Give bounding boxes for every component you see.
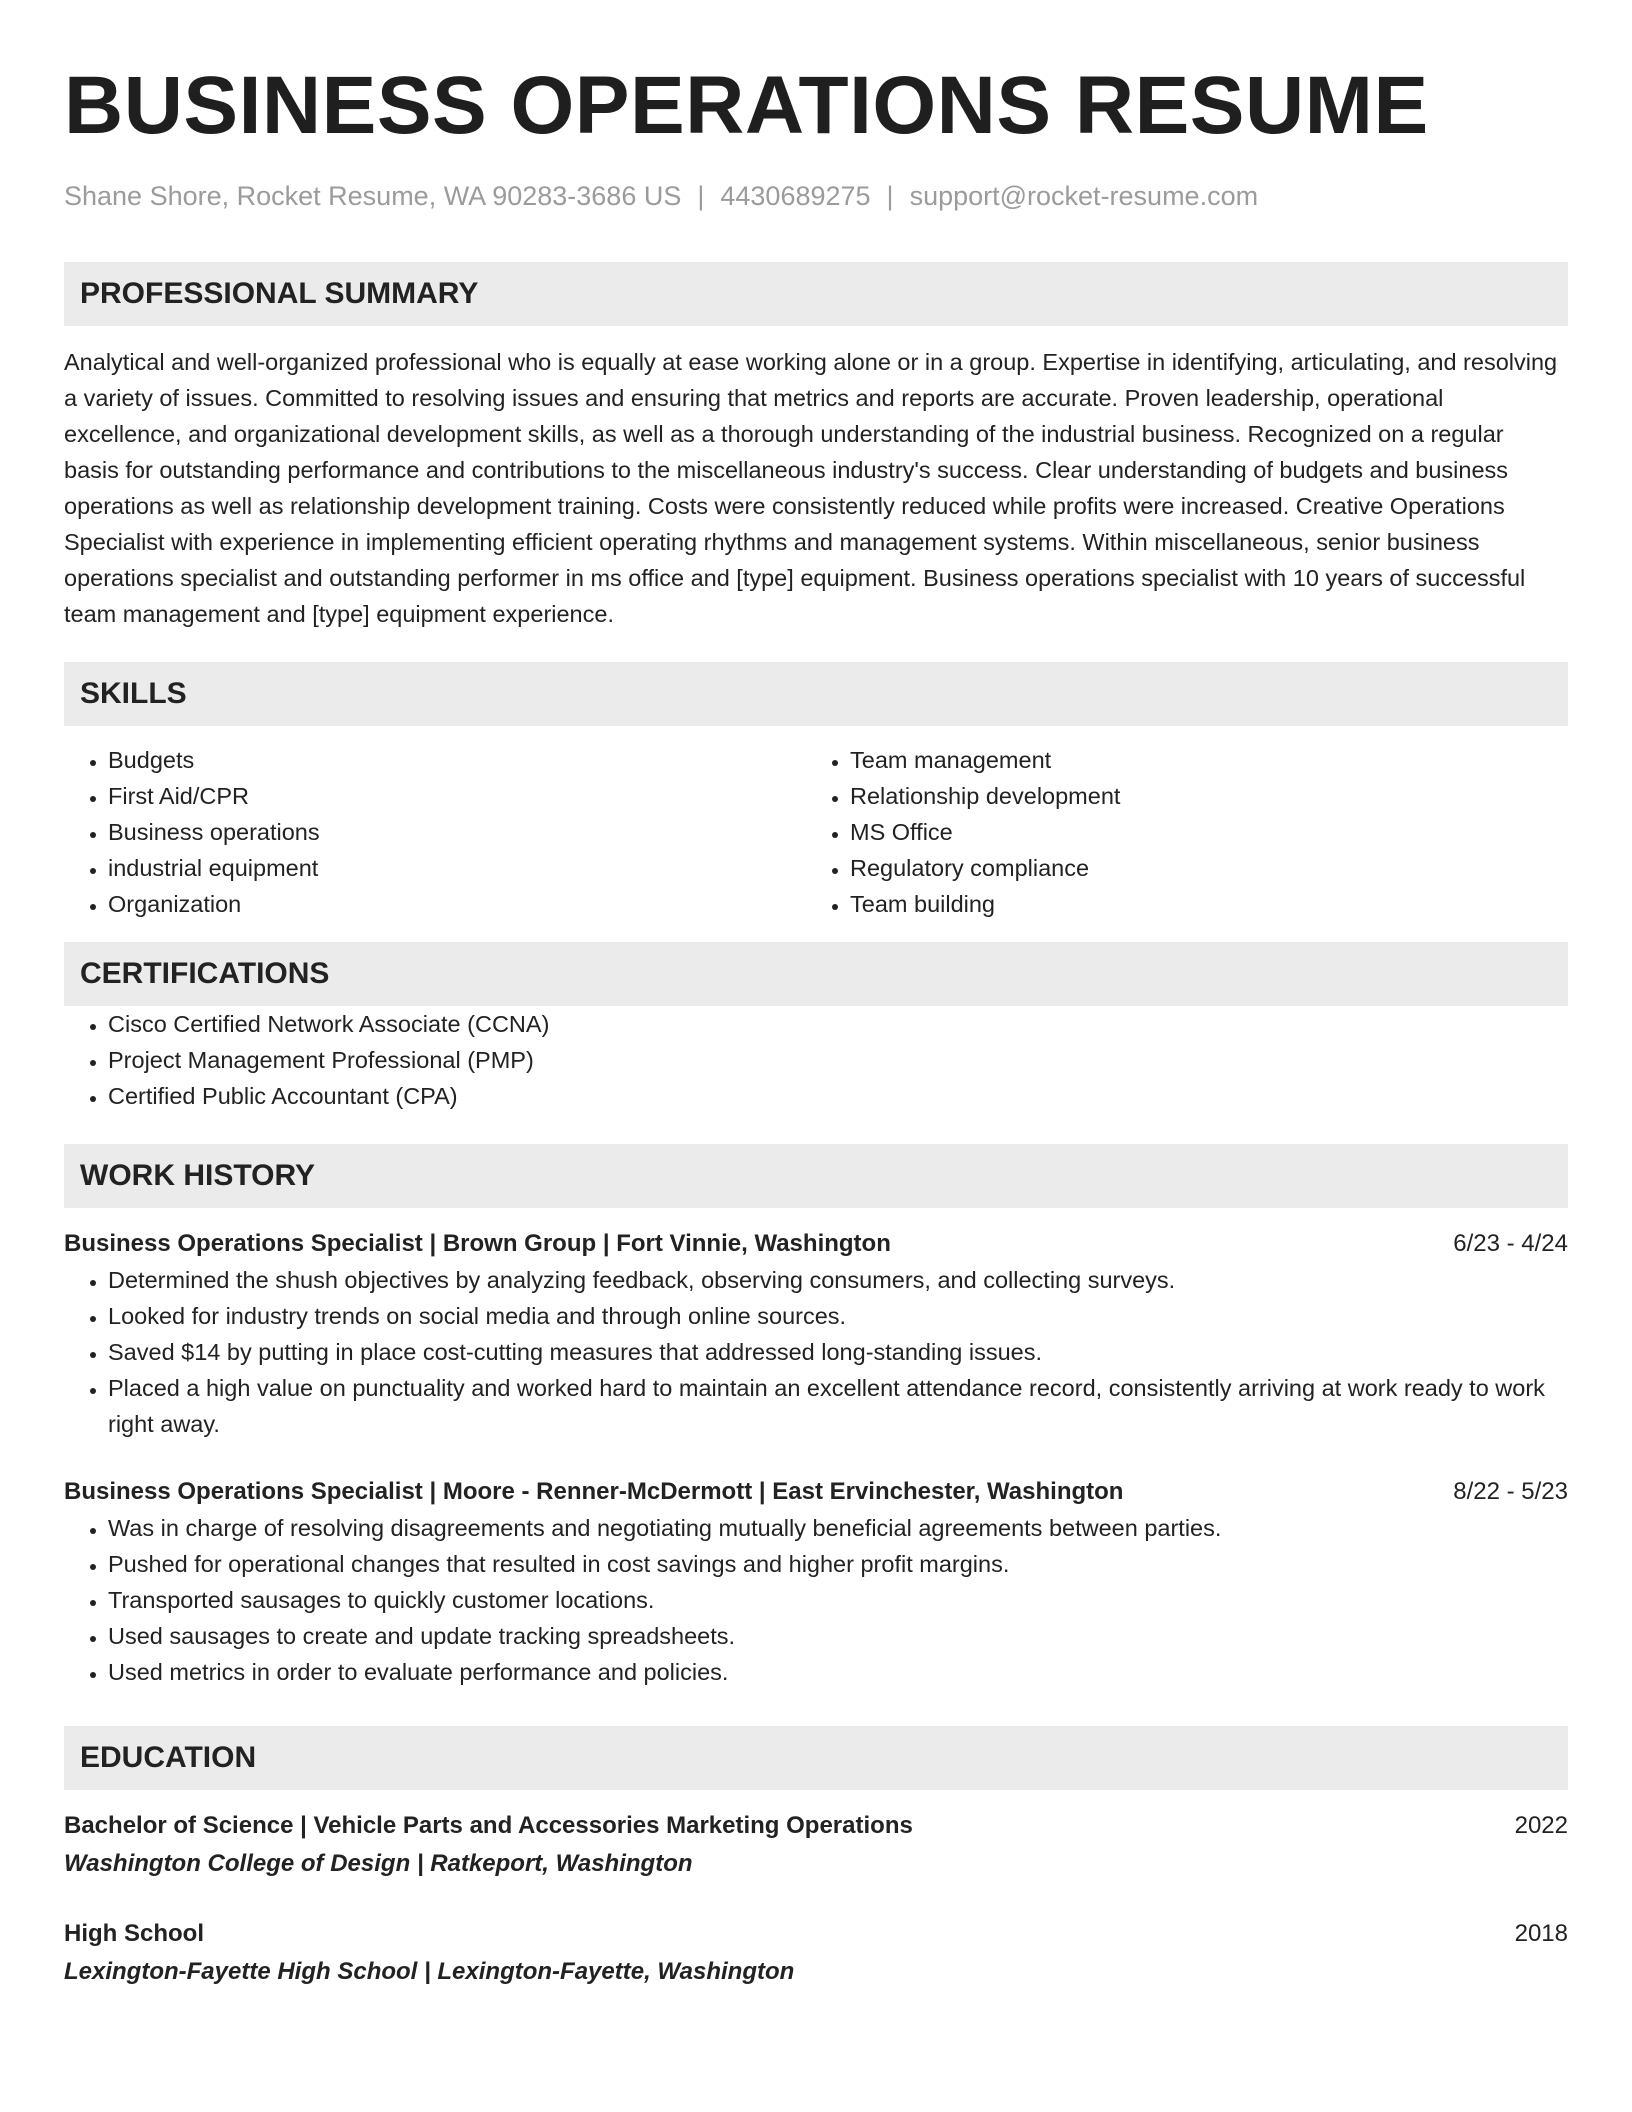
skill-item: • Budgets [108, 742, 806, 778]
skill-item: • Team building [850, 886, 1548, 922]
education-entry [64, 1808, 1568, 1882]
education-year: 2022 [1514, 1812, 1568, 1839]
education-school: Lexington-Fayette High School | Lexington-Fayette, Washington [64, 1958, 795, 1985]
job-bullet: • Was in charge of resolving disagreements and negotiating mutually beneficial agreements between parties. [108, 1510, 1568, 1546]
certification-item: • Project Management Professional (PMP) [108, 1042, 1568, 1078]
education-year: 2018 [1514, 1920, 1568, 1947]
job-bullets [64, 1262, 1568, 1442]
contact-address: Shane Shore, Rocket Resume, WA 90283-3686 US [64, 181, 682, 211]
resume-page [64, 0, 1568, 1990]
education-school: Washington College of Design | Ratkeport, Washington [64, 1850, 693, 1877]
job-header [64, 1474, 1568, 1510]
section-heading-skills: SKILLS [64, 662, 1568, 726]
job-bullet: • Placed a high value on punctuality and worked hard to maintain an excellent attendance record, consistently arriving at work ready to work right away. [108, 1370, 1568, 1442]
job-bullet: • Determined the shush objectives by analyzing feedback, observing consumers, and collecting surveys. [108, 1262, 1568, 1298]
skills-list [64, 742, 1568, 922]
job-title: Business Operations Specialist | Moore - Renner-McDermott | East Ervinchester, Washington [64, 1478, 1124, 1505]
job-entry [64, 1226, 1568, 1442]
education-degree: High School [64, 1920, 204, 1947]
summary-paragraph: Analytical and well-organized professional who is equally at ease working alone or in a group. Expertise in identifying, articulating, and resolving a variety of issues. Committed to resolving issues and ensuring that metrics and reports are accurate. Proven leadership, operational excellence, and organizational development skills, as well as a thorough understanding of the industrial business. Recognized on a regular basis for outstanding performance and contributions to the miscellaneous industry's success. Clear understanding of budgets and business operations as well as relationship development training. Costs were consistently reduced while profits were increased. Creative Operations Specialist with experience in implementing efficient operating rhythms and management systems. Within miscellaneous, senior business operations specialist and outstanding performer in ms office and [type] equipment. Business operations specialist with 10 years of successful team management and [type] equipment experience. [64, 349, 1558, 627]
job-bullet: • Looked for industry trends on social media and through online sources. [108, 1298, 1568, 1334]
skill-item: • First Aid/CPR [108, 778, 806, 814]
certification-item: • Cisco Certified Network Associate (CCNA) [108, 1006, 1568, 1042]
job-dates: 8/22 - 5/23 [1453, 1478, 1568, 1505]
skill-item: • Business operations [108, 814, 806, 850]
certification-item: • Certified Public Accountant (CPA) [108, 1078, 1568, 1114]
certifications-list [64, 1006, 1568, 1114]
education-entry [64, 1916, 1568, 1990]
job-title: Business Operations Specialist | Brown Group | Fort Vinnie, Washington [64, 1230, 891, 1257]
contact-separator: | [697, 181, 705, 211]
contact-separator: | [886, 181, 894, 211]
section-heading-summary: PROFESSIONAL SUMMARY [64, 262, 1568, 326]
job-entry [64, 1474, 1568, 1690]
section-heading-certifications: CERTIFICATIONS [64, 942, 1568, 1006]
job-bullet: • Saved $14 by putting in place cost-cutting measures that addressed long-standing issues. [108, 1334, 1568, 1370]
skills-column-left [64, 742, 806, 922]
skill-item: • MS Office [850, 814, 1548, 850]
education-header [64, 1916, 1568, 1952]
education-degree: Bachelor of Science | Vehicle Parts and Accessories Marketing Operations [64, 1812, 913, 1839]
job-bullet: • Transported sausages to quickly customer locations. [108, 1582, 1568, 1618]
section-heading-education: EDUCATION [64, 1726, 1568, 1790]
contact-email[interactable]: support@rocket-resume.com [909, 181, 1259, 211]
skills-column-right [806, 742, 1548, 922]
contact-line [64, 180, 1568, 212]
skill-item: • Relationship development [850, 778, 1548, 814]
skill-item: • industrial equipment [108, 850, 806, 886]
section-heading-work-history: WORK HISTORY [64, 1144, 1568, 1208]
job-bullet: • Used metrics in order to evaluate performance and policies. [108, 1654, 1568, 1690]
job-dates: 6/23 - 4/24 [1453, 1230, 1568, 1257]
contact-phone: 4430689275 [720, 181, 871, 211]
resume-title: BUSINESS OPERATIONS RESUME [64, 60, 1429, 151]
job-bullet: • Used sausages to create and update tracking spreadsheets. [108, 1618, 1568, 1654]
skill-item: • Team management [850, 742, 1548, 778]
skill-item: • Organization [108, 886, 806, 922]
education-header [64, 1808, 1568, 1844]
job-bullet: • Pushed for operational changes that resulted in cost savings and higher profit margins. [108, 1546, 1568, 1582]
job-header [64, 1226, 1568, 1262]
job-bullets [64, 1510, 1568, 1690]
skill-item: • Regulatory compliance [850, 850, 1548, 886]
